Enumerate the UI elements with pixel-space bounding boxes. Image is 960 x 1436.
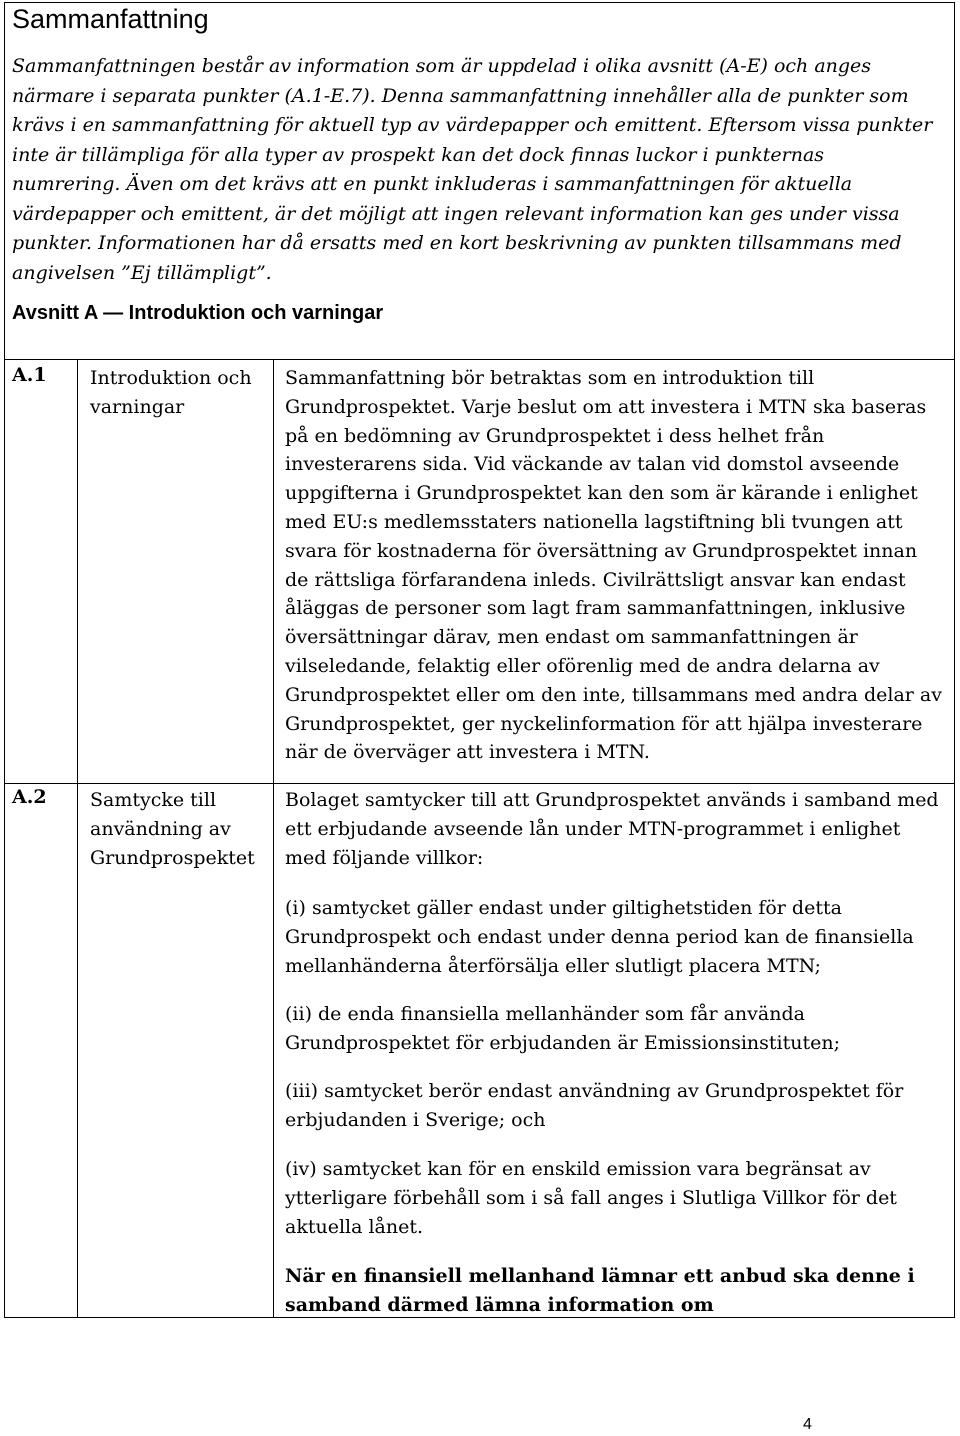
row-a2-label: Samtycke till användning av Grundprospektet <box>90 789 255 869</box>
row-a1-id: A.1 <box>12 364 47 386</box>
row-a1-label: Introduktion och varningar <box>90 367 252 418</box>
row-divider <box>4 783 955 784</box>
page-number: 4 <box>803 1416 812 1433</box>
row-a2-paragraph-4: (iii) samtycket berör endast användning av Grundprospektet för erbjudanden i Sverige; och <box>285 1080 904 1131</box>
row-a2-paragraph-5: (iv) samtycket kan för en enskild emission vara begränsat av ytterligare förbehåll som i så fall anges i Slutliga Villkor för det aktuella lånet. <box>285 1158 897 1238</box>
summary-title: Sammanfattning <box>12 4 209 34</box>
row-a2-paragraph-3: (ii) de enda finansiella mellanhänder som får använda Grundprospektet för erbjudanden är Emissionsinstituten; <box>285 1003 841 1054</box>
summary-intro: Sammanfattningen består av information som är uppdelad i olika avsnitt (A-E) och anges närmare i separata punkter (A.1-E.7). Denna sammanfattning innehåller alla de punkter som krävs i en sammanfattning för aktuell typ av värdepapper och emittent. Eftersom vissa punkter inte är tillämpliga för alla typer av prospekt kan det dock finnas luckor i punkternas numrering. Även om det krävs att en punkt inkluderas i sammanfattningen för aktuella värdepapper och emittent, är det möjligt att ingen relevant information kan ges under vissa punkter. Informationen har då ersatts med en kort beskrivning av punkten tillsammans med angivelsen ”Ej tillämpligt”. <box>12 55 933 284</box>
section-a-heading: Avsnitt A — Introduktion och varningar <box>12 302 384 324</box>
column-divider-1 <box>77 359 78 1317</box>
row-a2-paragraph-2: (i) samtycket gäller endast under giltighetstiden för detta Grundprospekt och endast under denna period kan de finansiella mellanhänderna återförsälja eller slutligt placera MTN; <box>285 897 914 977</box>
row-a2-paragraph-6: När en finansiell mellanhand lämnar ett anbud ska denne i samband därmed lämna information om <box>285 1265 915 1316</box>
row-a1-text: Sammanfattning bör betraktas som en introduktion till Grundprospektet. Varje beslut om att investera i MTN ska baseras på en bedömning av Grundprospektet i dess helhet från investerarens sida. Vid väckande av talan vid domstol avseende uppgifterna i Grundprospektet kan den som är kärande i enlighet med EU:s medlemsstaters nationella lagstiftning bli tvungen att svara för kostnaderna för översättning av Grundprospektet innan de rättsliga förfarandena inleds. Civilrättsligt ansvar kan endast åläggas de personer som lagt fram sammanfattningen, inklusive översättningar därav, men endast om sammanfattningen är vilseledande, felaktig eller oförenlig med de andra delarna av Grundprospektet eller om den inte, tillsammans med andra delar av Grundprospektet, ger nyckelinformation för att hjälpa investerare när de överväger att investera i MTN. <box>285 367 942 764</box>
table-top-rule <box>4 359 955 360</box>
column-divider-2 <box>273 359 274 1317</box>
row-a2-paragraph-1: Bolaget samtycker till att Grundprospektet används i samband med ett erbjudande avseende lån under MTN-programmet i enlighet med följande villkor: <box>285 789 939 869</box>
row-a2-id: A.2 <box>12 786 47 808</box>
